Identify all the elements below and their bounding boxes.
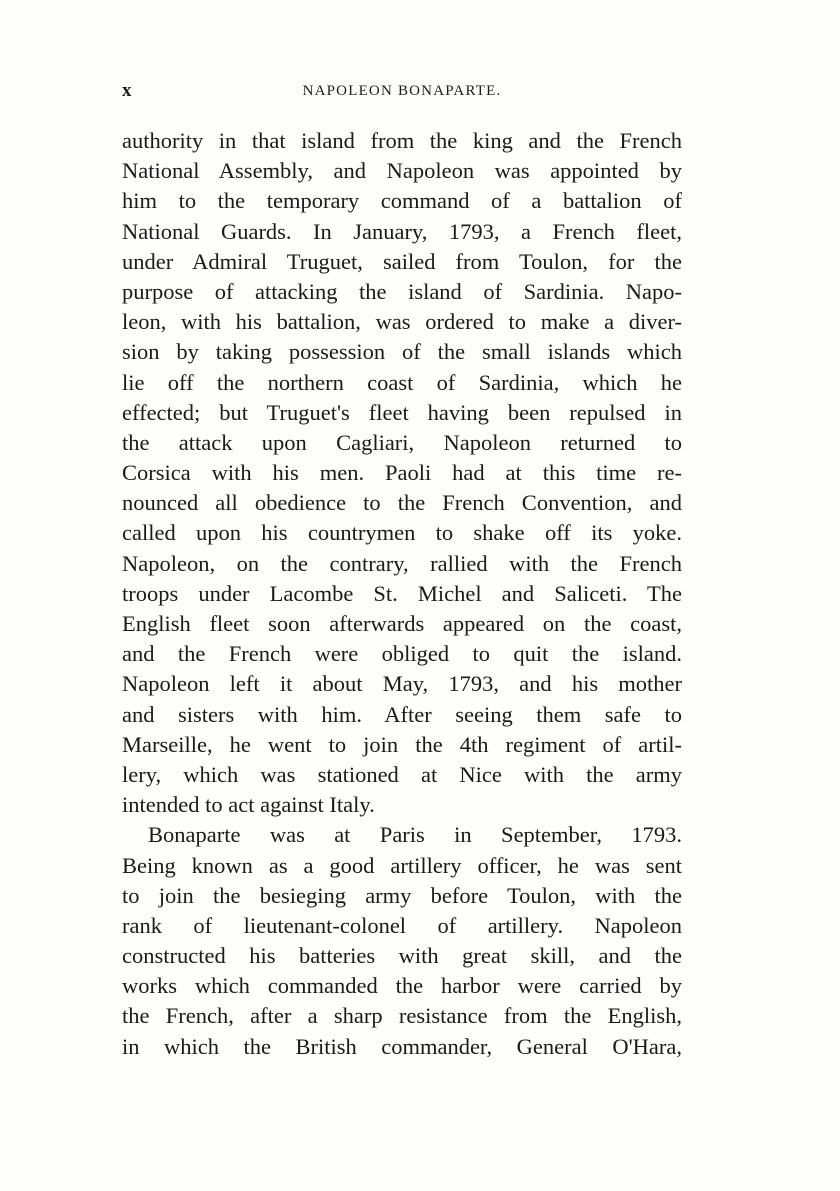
page-number: x — [122, 80, 132, 101]
text-line: intended to act against Italy. — [122, 792, 375, 818]
text-line: and sisters with him. After seeing them safe to — [122, 701, 682, 727]
text-line: Napoleon, on the contrary, rallied with the French — [122, 550, 682, 576]
text-line: the French, after a sharp resistance from the English, — [122, 1003, 682, 1029]
text-line: nounced all obedience to the French Convention, and — [122, 490, 682, 516]
text-line: under Admiral Truguet, sailed from Toulon, for the — [122, 248, 682, 274]
paragraph-1 — [122, 126, 682, 820]
text-line: leon, with his battalion, was ordered to make a diver- — [122, 309, 682, 335]
text-line: to join the besieging army before Toulon, with the — [122, 882, 682, 908]
page-header — [122, 80, 682, 104]
text-line: constructed his batteries with great skill, and the — [122, 943, 682, 969]
text-line: sion by taking possession of the small islands which — [122, 339, 682, 365]
text-line: Marseille, he went to join the 4th regiment of artil- — [122, 731, 682, 757]
text-line: rank of lieutenant-colonel of artillery. Napoleon — [122, 912, 682, 938]
text-line: works which commanded the harbor were carried by — [122, 973, 682, 999]
text-line: lery, which was stationed at Nice with the army — [122, 761, 682, 787]
running-title: NAPOLEON BONAPARTE. — [302, 83, 502, 99]
text-line: called upon his countrymen to shake off its yoke. — [122, 520, 682, 546]
text-line: English fleet soon afterwards appeared on the coast, — [122, 611, 682, 636]
text-line: Napoleon left it about May, 1793, and his mother — [122, 671, 682, 697]
text-line: purpose of attacking the island of Sardinia. Napo- — [122, 278, 682, 304]
text-line: Bonaparte was at Paris in September, 1793. — [148, 822, 682, 848]
text-line: Being known as a good artillery officer, he was sent — [122, 852, 682, 878]
text-line: him to the temporary command of a battalion of — [122, 188, 682, 214]
text-line: effected; but Truguet's fleet having been repulsed in — [122, 399, 682, 425]
text-line: National Assembly, and Napoleon was appointed by — [122, 158, 682, 184]
text-line: National Guards. In January, 1793, a French fleet, — [122, 218, 682, 244]
text-line: lie off the northern coast of Sardinia, which he — [122, 369, 682, 395]
text-line: Corsica with his men. Paoli had at this time re- — [122, 460, 682, 486]
text-line: and the French were obliged to quit the island. — [122, 641, 682, 667]
text-line: troops under Lacombe St. Michel and Saliceti. The — [122, 580, 682, 606]
text-line: the attack upon Cagliari, Napoleon returned to — [122, 429, 682, 455]
paragraph-2 — [122, 820, 682, 1062]
text-line: in which the British commander, General O'Hara, — [122, 1033, 682, 1059]
text-line: authority in that island from the king and the French — [122, 128, 682, 153]
body-text — [122, 126, 682, 1062]
